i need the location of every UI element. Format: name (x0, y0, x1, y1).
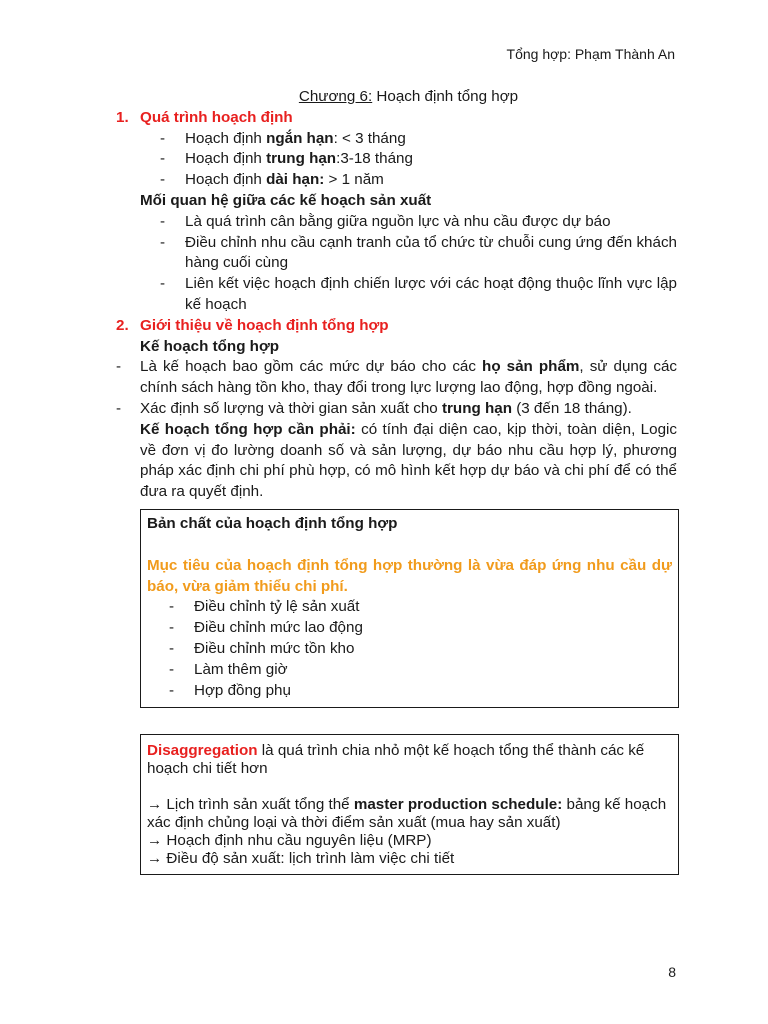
requirement-text: có tính đại diện cao, kịp thời, toàn diện, Logic về đơn vị đo lường doanh số và sản lượng, dự báo nhu cầu hợp lý, phương pháp xác định chi phí phù hợp, có mô hình kết hợp dự báo và chi phí để có thể đưa ra quyết định. (140, 420, 677, 501)
bullet-dash: - (116, 358, 122, 376)
item-text: Liên kết việc hoạch định chiến lược với các hoạt động thuộc lĩnh vực lập kế hoạch (185, 275, 677, 313)
list-item (160, 212, 677, 233)
list-item (160, 170, 677, 191)
scheduling-line: → Điều độ sản xuất: lịch trình làm việc chi tiết (147, 850, 455, 868)
list-item (116, 357, 677, 399)
spacer (147, 778, 672, 796)
item-text: :3-18 tháng (336, 150, 413, 168)
item-text: (3 đến 18 tháng). (511, 399, 632, 417)
item-text: Làm thêm giờ (194, 660, 288, 678)
list-item (116, 399, 677, 420)
item-text: Là quá trình cân bằng giữa nguồn lực và nhu cầu được dự báo (185, 212, 611, 230)
nature-box-goal: Mục tiêu của hoạch định tổng hợp thường là vừa đáp ứng nhu cầu dự báo, vừa giảm thiểu chi phí. (147, 556, 672, 595)
mps-text: bảng kế hoạch xác định chủng loại và thời điểm sản xuất (mua hay sản xuất) (147, 796, 667, 832)
page-title (140, 87, 677, 108)
requirement-paragraph (140, 420, 677, 503)
item-text: : < 3 tháng (333, 129, 406, 147)
bullet-dash: - (116, 399, 122, 417)
bullet-dash: - (160, 150, 166, 168)
list-item (169, 681, 672, 702)
page-author: Tổng hợp: Phạm Thành An (506, 46, 675, 62)
mps-bold: master production schedule: (353, 796, 563, 814)
item-text: Xác định số lượng và thời gian sản xuất cho (140, 399, 442, 417)
page-content (116, 87, 677, 875)
item-text: Điều chỉnh tỷ lệ sản xuất (194, 598, 360, 616)
disaggregation-box (140, 734, 679, 875)
bullet-dash: - (160, 171, 166, 189)
disaggregation-intro (147, 742, 672, 778)
bullet-dash: - (160, 233, 166, 251)
item-text: , sử dụng các chính sách hàng tồn kho, thay đổi trong lực lượng lao động, hợp đồng ngoài. (140, 358, 678, 397)
disaggregation-text: là quá trình chia nhỏ một kế hoạch tổng thể thành các kế hoạch chi tiết hơn (147, 742, 645, 778)
list-item (160, 274, 677, 316)
item-bold: ngắn hạn (266, 129, 334, 147)
item-text: Điều chỉnh mức lao động (194, 619, 363, 637)
bullet-dash: - (169, 681, 175, 699)
page-number: 8 (668, 964, 676, 980)
item-text: Hoạch định (185, 171, 267, 189)
bullet-dash: - (169, 619, 175, 637)
chapter-title: Hoạch định tổng hợp (372, 88, 519, 105)
section-2-number: 2. (116, 316, 129, 334)
item-text: Hoạch định (185, 150, 267, 168)
mrp-line: → Hoạch định nhu cầu nguyên liệu (MRP) (147, 832, 432, 850)
requirement-bold: Kế hoạch tổng hợp cần phải: (140, 420, 356, 438)
item-text: Hợp đồng phụ (194, 681, 291, 699)
bullet-dash: - (169, 660, 175, 678)
item-bold: trung hạn (441, 399, 512, 417)
list-item (169, 660, 672, 681)
nature-box-heading: Bản chất của hoạch định tổng hợp (147, 514, 398, 532)
section-1-number: 1. (116, 108, 129, 126)
item-text: Là kế hoạch bao gồm các mức dự báo cho các (140, 358, 483, 376)
item-text: Điều chỉnh mức tồn kho (194, 639, 355, 657)
mps-line (147, 796, 672, 832)
section-1-title: Quá trình hoạch định (140, 108, 293, 126)
item-bold: họ sản phẩm (482, 358, 580, 376)
item-bold: trung hạn (266, 150, 337, 168)
list-item (160, 129, 677, 150)
list-item (169, 618, 672, 639)
nature-box (140, 509, 679, 708)
list-item (169, 639, 672, 660)
bullet-dash: - (160, 129, 166, 147)
item-text: > 1 năm (324, 171, 384, 189)
section-2-title: Giới thiệu về hoạch định tổng hợp (140, 316, 389, 334)
item-text: Điều chỉnh nhu cầu cạnh tranh của tổ chức từ chuỗi cung ứng đến khách hàng cuối cùng (185, 233, 677, 272)
bullet-dash: - (160, 212, 166, 230)
subheading-plan: Kế hoạch tổng hợp (140, 337, 280, 355)
bullet-dash: - (160, 275, 166, 293)
item-bold: dài hạn: (266, 171, 325, 189)
section-1-heading (116, 108, 677, 129)
chapter-label: Chương 6: (298, 88, 373, 105)
disaggregation-term: Disaggregation (147, 742, 258, 760)
bullet-dash: - (169, 639, 175, 657)
item-text: Hoạch định (185, 129, 267, 147)
subheading-relations: Mối quan hệ giữa các kế hoạch sản xuất (140, 191, 432, 209)
section-2-heading (116, 316, 677, 337)
list-item (160, 149, 677, 170)
list-item (160, 233, 677, 275)
list-item (169, 597, 672, 618)
bullet-dash: - (169, 598, 175, 616)
mps-text: → Lịch trình sản xuất tổng thể (147, 796, 354, 814)
